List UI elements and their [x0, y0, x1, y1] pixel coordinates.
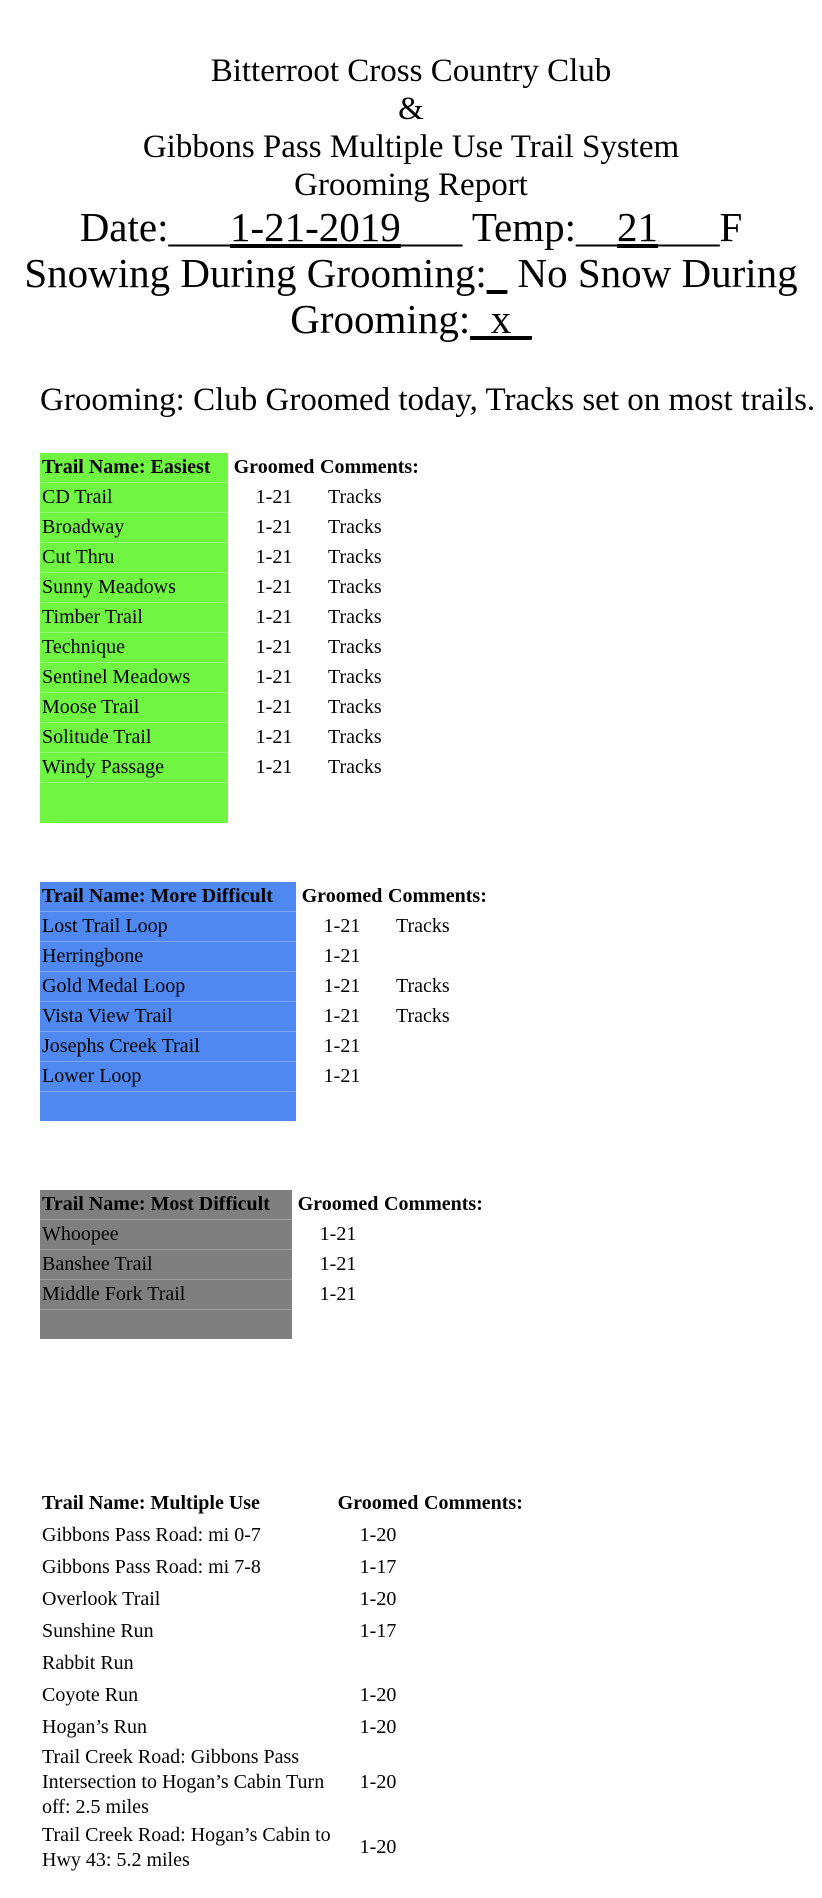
trail-name: Rabbit Run: [40, 1648, 332, 1680]
groomed-date: 1-20: [359, 1524, 397, 1546]
groomed-date: 1-21: [255, 516, 293, 538]
comment: [424, 1552, 544, 1584]
comment: [388, 1062, 508, 1092]
trail-name: Josephs Creek Trail: [40, 1032, 296, 1062]
col-groomed: Groomed: [301, 885, 383, 908]
groomed-date: 1-21: [255, 666, 293, 688]
trail-name: Banshee Trail: [40, 1250, 292, 1280]
trail-name: Lost Trail Loop: [40, 912, 296, 942]
groomed-date: 1-21: [255, 606, 293, 628]
temp-trail: ___: [657, 204, 720, 250]
grooming-note: Grooming: Club Groomed today, Tracks set on most trails.: [40, 382, 816, 418]
table-header-row: [40, 882, 508, 912]
trail-name: Cut Thru: [40, 543, 228, 573]
table-row: [40, 663, 440, 693]
table-row: [40, 1744, 544, 1822]
table-row: [40, 1220, 504, 1250]
groomed-date: 1-20: [359, 1771, 397, 1793]
col-trail-name: Trail Name: Easiest: [40, 453, 228, 483]
col-groomed: Groomed: [337, 1492, 419, 1515]
comment: Tracks: [328, 576, 382, 598]
snowing-value: _: [486, 250, 508, 296]
groomed-date: 1-21: [255, 696, 293, 718]
most-difficult-table: [40, 1190, 504, 1339]
groomed-date: 1-21: [255, 546, 293, 568]
comment: Tracks: [396, 975, 450, 997]
groomed-date: 1-21: [319, 1253, 357, 1275]
trail-name: Broadway: [40, 513, 228, 543]
comment: Tracks: [328, 666, 382, 688]
trail-name: Sunshine Run: [40, 1616, 332, 1648]
trail-name: Gold Medal Loop: [40, 972, 296, 1002]
col-comments: Comments:: [384, 1193, 483, 1216]
trail-name: Lower Loop: [40, 1062, 296, 1092]
groomed-date: 1-21: [255, 486, 293, 508]
groomed-date: [332, 1648, 424, 1680]
col-trail-name: Trail Name: More Difficult: [40, 882, 296, 912]
table-row: [40, 1520, 544, 1552]
comment: Tracks: [396, 915, 450, 937]
comment: Tracks: [328, 516, 382, 538]
date-trail: ___: [400, 204, 463, 250]
trail-name: Hogan’s Run: [40, 1712, 332, 1744]
date-value: 1-21-2019: [229, 204, 401, 250]
trail-name: Timber Trail: [40, 603, 228, 633]
comment: [424, 1584, 544, 1616]
trail-name: Trail Creek Road: Gibbons Pass Intersection to Hogan’s Cabin Turn off: 2.5 miles: [40, 1744, 332, 1822]
comment: [384, 1220, 504, 1250]
trail-name: Gibbons Pass Road: mi 7-8: [40, 1552, 332, 1584]
temp-value: 21: [616, 204, 658, 250]
comment: [424, 1822, 544, 1875]
temp-label: Temp:: [471, 204, 576, 250]
trail-name: Vista View Trail: [40, 1002, 296, 1032]
date-temp-line: [0, 204, 822, 250]
groomed-date: 1-20: [359, 1588, 397, 1610]
groomed-date: 1-21: [323, 975, 361, 997]
comment: [388, 942, 508, 972]
col-trail-name: Trail Name: Most Difficult: [40, 1190, 292, 1220]
temp-unit: F: [719, 204, 743, 250]
col-trail-name: Trail Name: Multiple Use: [42, 1492, 260, 1514]
comment: Tracks: [328, 726, 382, 748]
col-comments: Comments:: [320, 456, 419, 479]
comment: [384, 1280, 504, 1310]
table-row: [40, 972, 508, 1002]
comment: Tracks: [328, 606, 382, 628]
table-filler-row: [40, 1310, 504, 1340]
groomed-date: 1-20: [359, 1716, 397, 1738]
groomed-date: 1-21: [323, 945, 361, 967]
table-row: [40, 1584, 544, 1616]
trail-system-name: Gibbons Pass Multiple Use Trail System: [142, 129, 680, 165]
comment: Tracks: [328, 636, 382, 658]
groomed-date: 1-21: [255, 726, 293, 748]
ampersand: &: [398, 91, 424, 127]
comment: Tracks: [328, 546, 382, 568]
groomed-date: 1-21: [255, 636, 293, 658]
table-filler-row: [40, 783, 440, 824]
table-row: [40, 1648, 544, 1680]
trail-name: Solitude Trail: [40, 723, 228, 753]
table-row: [40, 942, 508, 972]
groomed-date: 1-20: [359, 1836, 397, 1859]
table-header-row: [40, 453, 440, 483]
trail-name: Technique: [40, 633, 228, 663]
table-row: [40, 1250, 504, 1280]
no-snow-value: _x_: [470, 296, 532, 342]
report-title: Grooming Report: [294, 167, 528, 203]
comment: [424, 1520, 544, 1552]
table-header-row: [40, 1488, 544, 1520]
more-difficult-table: [40, 882, 508, 1121]
comment: Tracks: [396, 1005, 450, 1027]
table-row: [40, 483, 440, 513]
temp-lead: __: [575, 204, 617, 250]
table-row: [40, 1616, 544, 1648]
groomed-date: 1-21: [255, 576, 293, 598]
table-row: [40, 1712, 544, 1744]
comment: [424, 1680, 544, 1712]
col-groomed: Groomed: [233, 456, 315, 479]
col-groomed: Groomed: [297, 1193, 379, 1216]
table-row: [40, 723, 440, 753]
trail-name: Coyote Run: [40, 1680, 332, 1712]
groomed-date: 1-17: [359, 1620, 397, 1642]
table-row: [40, 912, 508, 942]
comment: Tracks: [328, 756, 382, 778]
snow-line: [0, 250, 822, 296]
trail-name: Herringbone: [40, 942, 296, 972]
trail-name: Windy Passage: [40, 753, 228, 783]
trail-name: Moose Trail: [40, 693, 228, 723]
comment: Tracks: [328, 696, 382, 718]
trail-name: Gibbons Pass Road: mi 0-7: [40, 1520, 332, 1552]
table-row: [40, 753, 440, 783]
trail-name: Trail Creek Road: Hogan’s Cabin to Hwy 43: 5.2 miles: [40, 1822, 332, 1875]
no-snow-label: No Snow During: [517, 250, 798, 296]
trail-name: Middle Fork Trail: [40, 1280, 292, 1310]
groomed-date: 1-21: [323, 1035, 361, 1057]
easiest-table: [40, 453, 440, 823]
trail-name: Overlook Trail: [40, 1584, 332, 1616]
table-row: [40, 573, 440, 603]
table-row: [40, 1062, 508, 1092]
date-lead: ___: [168, 204, 230, 250]
groomed-date: 1-20: [359, 1684, 397, 1706]
table-row: [40, 1002, 508, 1032]
table-row: [40, 1552, 544, 1584]
date-label: Date:: [79, 204, 169, 250]
table-row: [40, 1822, 544, 1875]
table-row: [40, 693, 440, 723]
comment: [424, 1648, 544, 1680]
col-comments: Comments:: [388, 885, 487, 908]
comment: [424, 1712, 544, 1744]
table-row: [40, 603, 440, 633]
groomed-date: 1-21: [319, 1283, 357, 1305]
table-filler-row: [40, 1092, 508, 1122]
snowing-label: Snowing During Grooming:: [24, 250, 487, 296]
table-row: [40, 1680, 544, 1712]
table-row: [40, 513, 440, 543]
trail-name: CD Trail: [40, 483, 228, 513]
groomed-date: 1-21: [323, 1005, 361, 1027]
table-row: [40, 1032, 508, 1062]
no-snow-label-2: Grooming:: [290, 296, 471, 342]
comment: [388, 1032, 508, 1062]
table-row: [40, 1280, 504, 1310]
report-header: [0, 52, 822, 342]
col-comments: Comments:: [424, 1492, 523, 1515]
groomed-date: 1-21: [255, 756, 293, 778]
groomed-date: 1-17: [359, 1556, 397, 1578]
groomed-date: 1-21: [323, 1065, 361, 1087]
trail-name: Sentinel Meadows: [40, 663, 228, 693]
table-row: [40, 633, 440, 663]
trail-name: Sunny Meadows: [40, 573, 228, 603]
multiple-use-table: [40, 1488, 544, 1874]
club-name: Bitterroot Cross Country Club: [210, 53, 612, 89]
groomed-date: 1-21: [323, 915, 361, 937]
table-row: [40, 543, 440, 573]
groomed-date: 1-21: [319, 1223, 357, 1245]
table-header-row: [40, 1190, 504, 1220]
trail-name: Whoopee: [40, 1220, 292, 1250]
comment: [424, 1616, 544, 1648]
snow-line-2: [0, 296, 822, 342]
comment: Tracks: [328, 486, 382, 508]
comment: [424, 1744, 544, 1822]
comment: [384, 1250, 504, 1280]
